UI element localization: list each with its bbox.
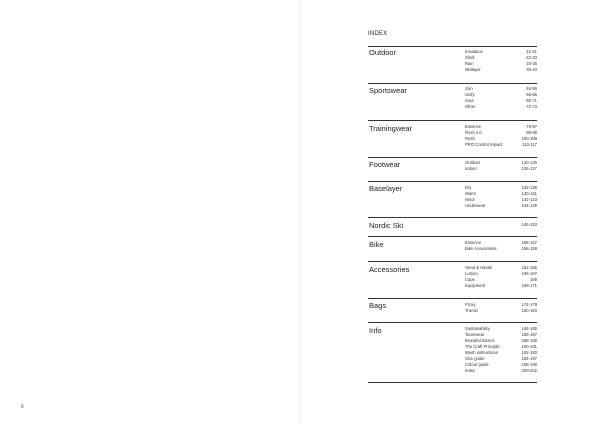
entry-pages: 180-183 — [521, 308, 537, 313]
section-title-outdoor: Outdoor — [369, 48, 397, 57]
index-entry — [465, 124, 537, 129]
index-entry — [465, 55, 537, 60]
index-entry — [465, 302, 537, 307]
entry-pages: 22-33 — [526, 55, 537, 60]
index-entry — [465, 246, 537, 251]
page-number: 6 — [21, 404, 24, 410]
entry-pages: 110-117 — [522, 142, 537, 147]
entry-label: Wool — [465, 197, 475, 202]
entry-pages: 120-125 — [521, 160, 537, 165]
section-title-bags: Bags — [369, 301, 387, 310]
section-rule — [368, 46, 537, 47]
entry-label: Essence — [465, 124, 482, 129]
index-entry — [465, 67, 537, 72]
entry-pages: 169-171 — [521, 283, 537, 288]
entry-label: Colour guide — [465, 362, 489, 367]
entry-pages: 140-141 — [521, 191, 537, 196]
entry-label: Proxy — [465, 302, 476, 307]
entry-pages: 76-87 — [526, 124, 537, 129]
index-entry — [465, 142, 537, 147]
section-rule — [368, 217, 537, 218]
index-entry — [465, 350, 537, 355]
entry-label: The Craft Principle — [465, 344, 500, 349]
index-entry — [465, 338, 537, 343]
entry-label: Soul — [465, 98, 474, 103]
index-entry — [465, 265, 537, 270]
entry-label: Join — [465, 86, 473, 91]
entry-pages: 194-197 — [521, 356, 537, 361]
entry-label: Rush — [465, 136, 475, 141]
entry-label: Head & Hands — [465, 265, 493, 270]
index-entry — [465, 368, 537, 373]
entry-label: Rush 2.0 — [465, 130, 482, 135]
index-entry — [465, 240, 537, 245]
index-entry — [465, 98, 537, 103]
index-entry — [465, 271, 537, 276]
index-entry — [465, 166, 537, 171]
section-rule — [368, 261, 537, 262]
entry-pages: 72-73 — [526, 104, 537, 109]
entry-pages: 46-55 — [526, 86, 537, 91]
entry-label: Lumen — [465, 271, 478, 276]
entry-label: Other — [465, 104, 476, 109]
section-rule — [368, 120, 537, 121]
entry-pages: 60-71 — [526, 98, 537, 103]
entry-pages: 144-145 — [521, 203, 537, 208]
entry-label: Rain — [465, 61, 474, 66]
entry-label: Size guide — [465, 356, 485, 361]
index-entry — [465, 104, 537, 109]
index-title: INDEX — [368, 31, 388, 37]
index-entry — [465, 92, 537, 97]
index-entry — [465, 203, 537, 208]
index-entry — [465, 185, 537, 190]
entry-label: Bike Accessories — [465, 246, 497, 251]
entry-pages: 88-99 — [526, 130, 537, 135]
entry-label: Equipment — [465, 283, 486, 288]
index-entry — [465, 344, 537, 349]
entry-pages: 162-165 — [521, 265, 537, 270]
entry-label: Outdoor — [465, 160, 481, 165]
index-entry — [465, 308, 537, 313]
entry-pages: 10-21 — [526, 49, 537, 54]
section-rule — [368, 236, 537, 237]
index-entry — [465, 362, 537, 367]
entry-label: Wash instructions — [465, 350, 498, 355]
entry-label: Essence — [465, 240, 482, 245]
section-title-footwear: Footwear — [369, 160, 401, 169]
index-entry — [465, 356, 537, 361]
index-entry — [465, 61, 537, 66]
section-title-baselayer: Baselayer — [369, 184, 403, 193]
entry-pages: 192-193 — [521, 350, 537, 355]
section-rule — [368, 181, 537, 182]
index-entry — [465, 277, 537, 282]
entry-pages: 132-139 — [521, 185, 537, 190]
index-entry — [465, 130, 537, 135]
entry-pages: 36-43 — [526, 67, 537, 72]
entry-label: Indoor — [465, 166, 477, 171]
entry-pages: 146-153 — [521, 222, 537, 227]
section-title-accessories: Accessories — [369, 265, 410, 274]
index-entry — [465, 197, 537, 202]
section-title-nordic-ski: Nordic Ski — [369, 221, 404, 230]
closing-rule — [368, 382, 537, 383]
entry-pages: 126-127 — [521, 166, 537, 171]
entry-pages: 188-189 — [521, 338, 537, 343]
entry-label: Unify — [465, 92, 475, 97]
index-entry — [465, 222, 537, 227]
index-entry — [465, 283, 537, 288]
entry-pages: 156-157 — [521, 240, 537, 245]
section-rule — [368, 298, 537, 299]
entry-label: Shell — [465, 55, 475, 60]
index-entry — [465, 86, 537, 91]
entry-pages: 56-66 — [526, 92, 537, 97]
entry-pages: 158-159 — [521, 246, 537, 251]
index-entry — [465, 136, 537, 141]
entry-label: Midlayer — [465, 67, 481, 72]
entry-label: PRO Control Impact — [465, 142, 503, 147]
entry-pages: 198-199 — [521, 362, 537, 367]
index-entry — [465, 191, 537, 196]
section-title-trainingwear: Trainingwear — [369, 124, 413, 133]
entry-label: Underwear — [465, 203, 486, 208]
entry-label: Transit — [465, 308, 478, 313]
section-title-bike: Bike — [369, 240, 384, 249]
section-rule — [368, 83, 537, 84]
entry-label: Warm — [465, 191, 477, 196]
section-rule — [368, 322, 537, 323]
entry-label: Caps — [465, 277, 475, 282]
entry-pages: 190-191 — [521, 344, 537, 349]
entry-pages: 34-35 — [526, 61, 537, 66]
index-entry — [465, 326, 537, 331]
entry-pages: 166-167 — [521, 271, 537, 276]
entry-pages: 174-179 — [521, 302, 537, 307]
entry-label: Index — [465, 368, 476, 373]
entry-pages: 184-185 — [521, 326, 537, 331]
entry-pages: 168 — [530, 277, 537, 282]
entry-pages: 142-143 — [521, 197, 537, 202]
book-gutter-shadow — [298, 0, 302, 424]
entry-label: Sustainability — [465, 326, 490, 331]
index-entry — [465, 160, 537, 165]
entry-label: Insulation — [465, 49, 483, 54]
entry-label: Branded fabrics — [465, 338, 495, 343]
section-rule — [368, 157, 537, 158]
entry-pages: 186-187 — [521, 332, 537, 337]
index-entry — [465, 49, 537, 54]
entry-pages: 200-202 — [521, 368, 537, 373]
index-entry — [465, 332, 537, 337]
section-title-sportswear: Sportswear — [369, 86, 407, 95]
entry-pages: 100-109 — [521, 136, 537, 141]
entry-label: Teamwear — [465, 332, 485, 337]
section-title-info: Info — [369, 326, 382, 335]
entry-label: Dry — [465, 185, 472, 190]
